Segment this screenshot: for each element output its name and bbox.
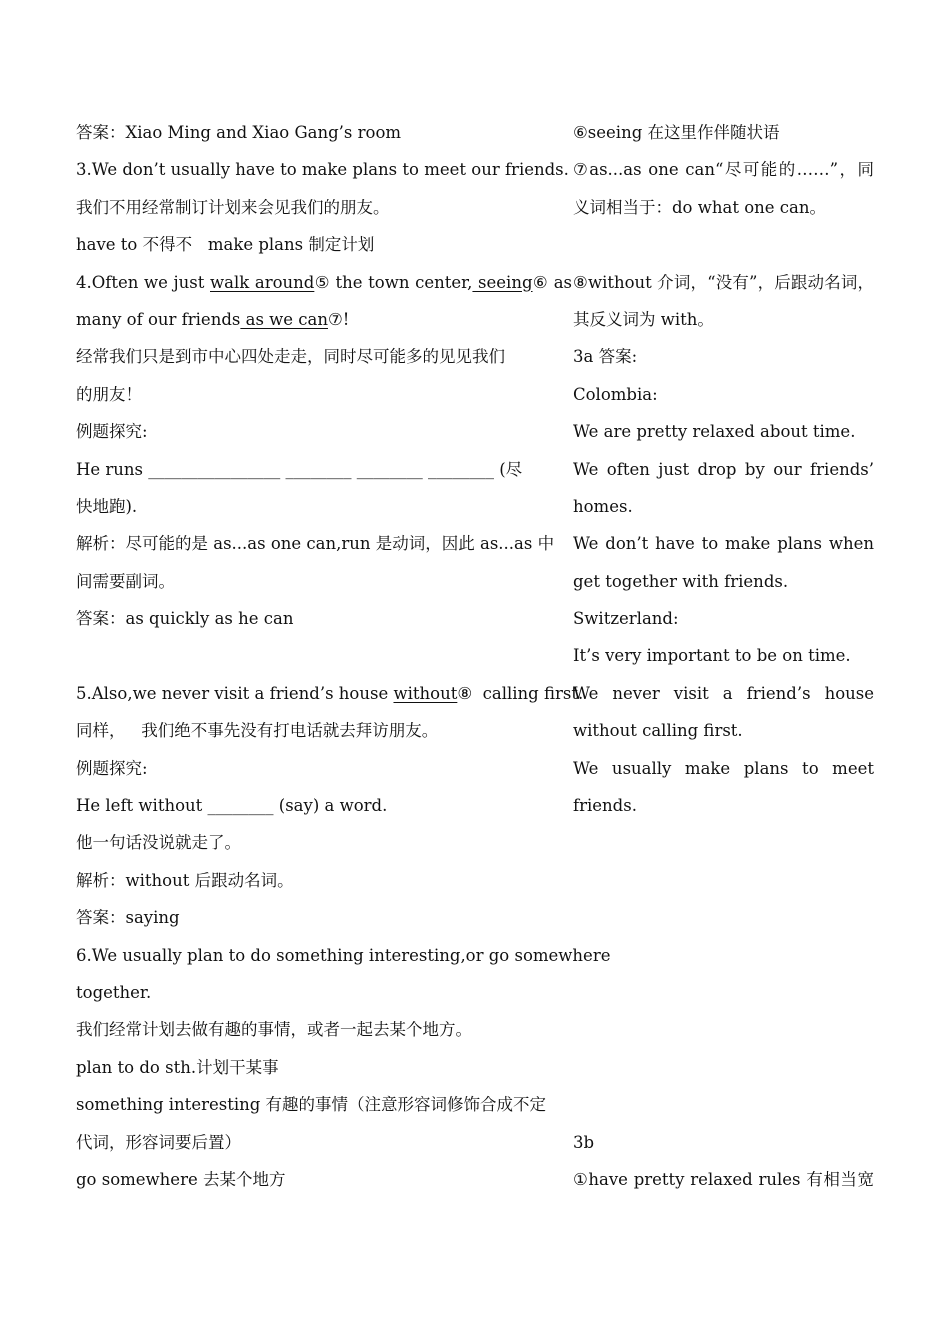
spacer	[573, 974, 874, 1011]
sentence-5-english: 5.Also,we never visit a friend’s house without⑧ calling first.	[76, 683, 584, 703]
sentence-6-note-2a: something interesting 有趣的事情（注意形容词修饰合成不定	[76, 1095, 547, 1115]
example-2-title: 例题探究:	[76, 758, 148, 778]
sentence-3-chinese: 我们不用经常制订计划来会见我们的朋友。	[76, 197, 390, 217]
example-2-chinese: 他一句话没说就走了。	[76, 833, 241, 853]
sentence-6-english-1: 6.We usually plan to do something interesting,or go somewhere	[76, 945, 611, 965]
colombia-heading: Colombia:	[573, 384, 658, 404]
spacer	[76, 637, 572, 674]
sentence-6-note-2b: 代词，形容词要后置）	[76, 1132, 241, 1152]
sentence-3-english: 3.We don’t usually have to make plans to meet our friends.	[76, 160, 569, 180]
note-8-line-2: 其反义词为 with。	[573, 309, 714, 329]
sentence-4-line-1: 4.Often we just walk around⑤ the town center, seeing⑥ as	[76, 272, 572, 292]
example-1-question-1: He runs ________________ ________ ________ ________ (尽	[76, 459, 523, 479]
phrase-as-we-can: as we can	[240, 309, 328, 329]
spacer	[573, 1049, 874, 1086]
switzerland-item-1: It’s very important to be on time.	[573, 646, 851, 666]
switzerland-item-2b: without calling first.	[573, 721, 743, 741]
spacer	[573, 899, 874, 936]
answer-3b-title: 3b	[573, 1132, 595, 1152]
sentence-5-chinese: 同样， 我们绝不事先没有打电话就去拜访朋友。	[76, 721, 439, 741]
sentence-4-chinese-1: 经常我们只是到市中心四处走走，同时尽可能多的见见我们	[76, 347, 505, 367]
colombia-item-1: We are pretty relaxed about time.	[573, 422, 856, 442]
colombia-item-3b: get together with friends.	[573, 571, 789, 591]
spacer	[573, 1086, 874, 1123]
colombia-item-2b: homes.	[573, 496, 633, 516]
note-6: ⑥seeing 在这里作伴随状语	[573, 123, 780, 142]
right-column	[573, 114, 874, 1198]
sentence-6-english-2: together.	[76, 982, 152, 1002]
phrase-without: without	[393, 683, 458, 703]
example-2-question: He left without ________ (say) a word.	[76, 796, 388, 816]
sentence-4-chinese-2: 的朋友！	[76, 384, 142, 404]
note-8-line-1: ⑧without 介词，“没有”，后跟动名词，	[573, 272, 874, 292]
sentence-3-note: have to 不得不 make plans 制定计划	[76, 235, 375, 255]
switzerland-item-2a: We never visit a friend’s house	[573, 683, 874, 703]
example-1-analysis-2: 间需要副词。	[76, 571, 175, 591]
spacer	[573, 1011, 874, 1048]
spacer	[573, 862, 874, 899]
colombia-item-2a: We often just drop by our friends’	[573, 459, 874, 479]
switzerland-heading: Switzerland:	[573, 609, 679, 629]
answer-3b-item-1: ①have pretty relaxed rules 有相当宽	[573, 1169, 874, 1189]
spacer	[573, 937, 874, 974]
phrase-walk-around: walk around	[210, 272, 315, 292]
note-7-line-2: 义词相当于：do what one can。	[573, 197, 826, 217]
sentence-4-line-2: many of our friends as we can⑦!	[76, 309, 350, 329]
sentence-6-note-1: plan to do sth.计划干某事	[76, 1057, 279, 1077]
example-1-answer: 答案：as quickly as he can	[76, 609, 294, 629]
answer-3a-title: 3a 答案:	[573, 347, 638, 367]
example-1-analysis-1: 解析：尽可能的是 as...as one can,run 是动词，因此 as...as 中	[76, 534, 555, 554]
sentence-6-chinese: 我们经常计划去做有趣的事情，或者一起去某个地方。	[76, 1020, 472, 1040]
example-2-analysis: 解析：without 后跟动名词。	[76, 870, 294, 890]
sentence-6-note-3: go somewhere 去某个地方	[76, 1169, 286, 1189]
phrase-seeing: seeing	[472, 272, 533, 292]
switzerland-item-3b: friends.	[573, 796, 637, 816]
spacer	[573, 824, 874, 861]
answer-previous: 答案：Xiao Ming and Xiao Gang’s room	[76, 123, 402, 142]
spacer	[573, 226, 874, 263]
note-7-line-1: ⑦as...as one can“尽可能的……”，同	[573, 160, 874, 180]
example-1-title: 例题探究:	[76, 422, 148, 442]
switzerland-item-3a: We usually make plans to meet	[573, 758, 874, 778]
example-2-answer: 答案：saying	[76, 908, 180, 928]
example-1-question-2: 快地跑).	[76, 496, 138, 516]
colombia-item-3a: We don’t have to make plans when	[573, 534, 874, 554]
